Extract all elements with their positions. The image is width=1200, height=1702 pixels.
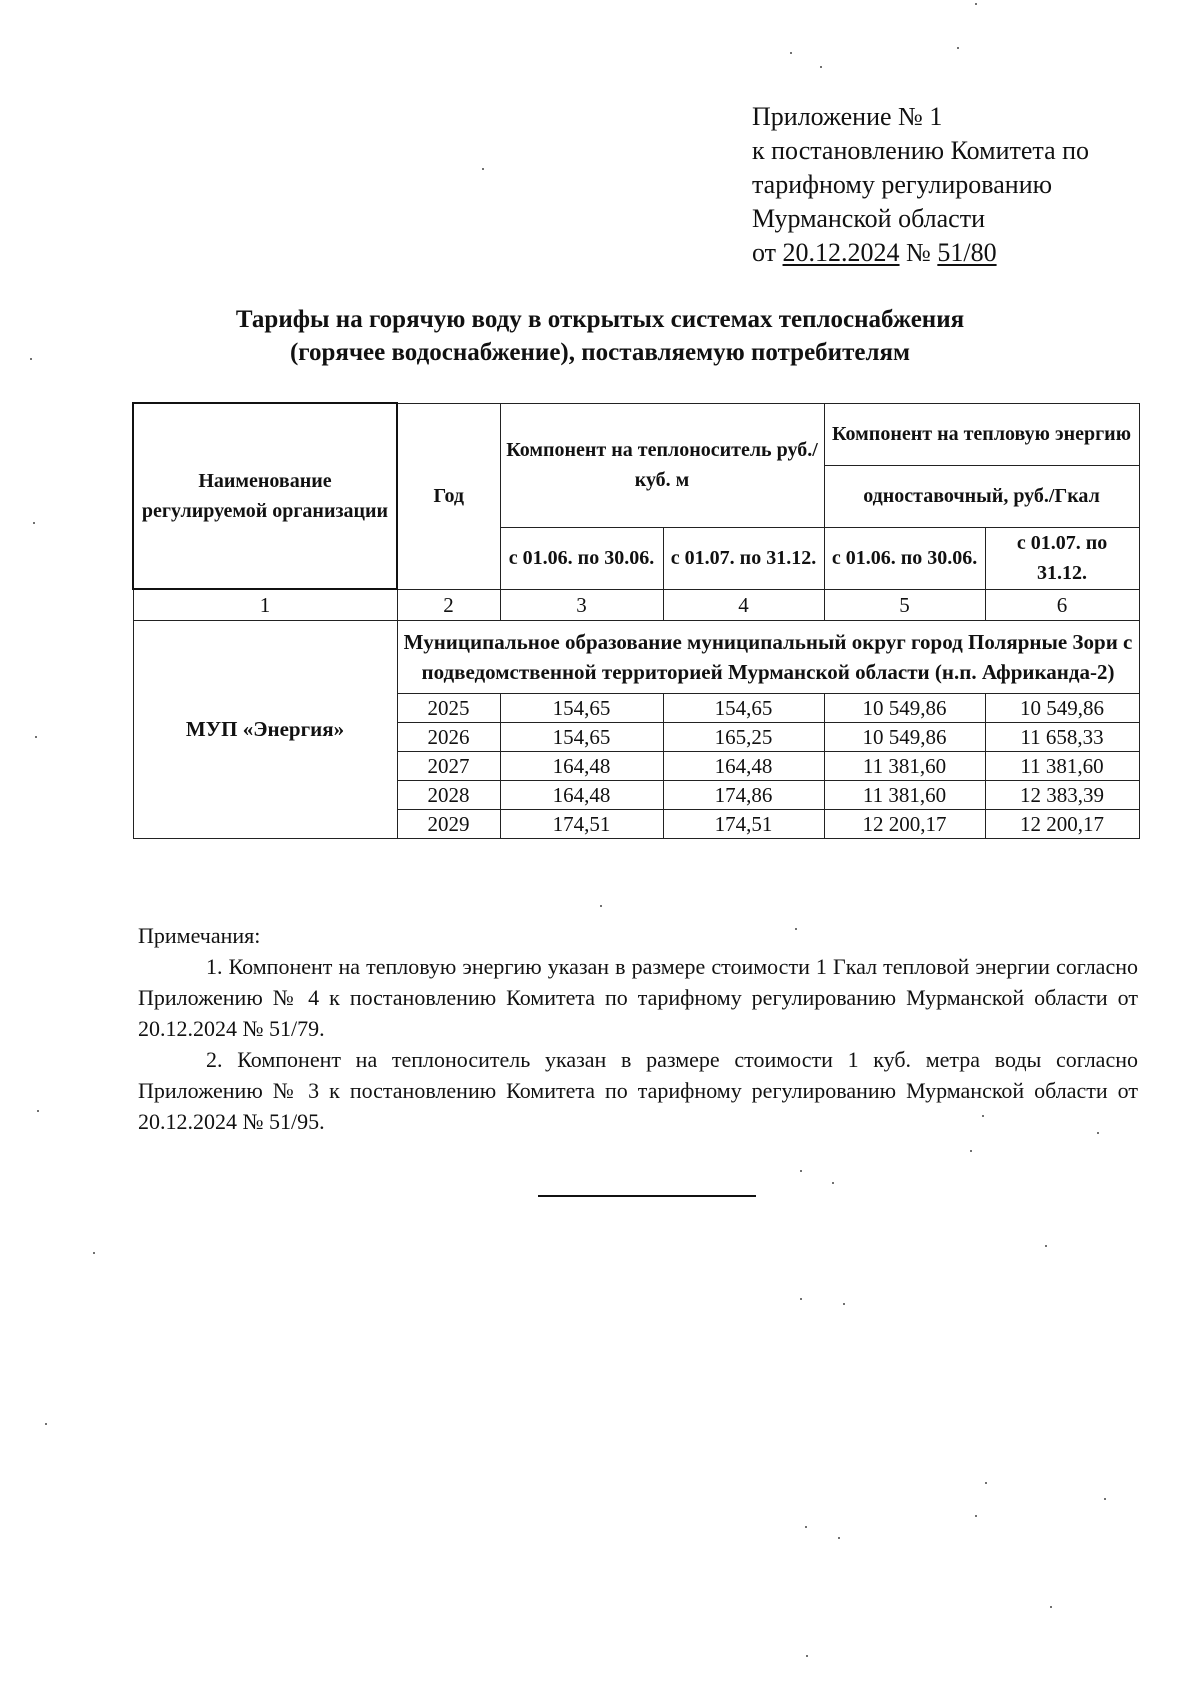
notes-heading: Примечания:: [138, 923, 261, 948]
heat-carrier-jul: 174,51: [663, 810, 824, 839]
header-period: с 01.06. по 30.06.: [824, 527, 985, 589]
scan-speck: [975, 1515, 977, 1517]
column-number: 4: [663, 589, 824, 621]
column-number: 6: [985, 589, 1139, 621]
scan-speck: [806, 1655, 808, 1657]
appendix-ref-line: тарифному регулированию: [752, 170, 1053, 199]
scan-speck: [93, 1252, 95, 1254]
scan-speck: [1104, 1498, 1106, 1500]
scan-speck: [982, 1115, 984, 1117]
scan-speck: [37, 1110, 39, 1112]
scan-speck: [45, 1423, 47, 1425]
notes-section: [138, 920, 1138, 1137]
heat-energy-jun: 10 549,86: [824, 723, 985, 752]
column-number: 1: [133, 589, 397, 621]
column-number: 2: [397, 589, 500, 621]
organization-name: МУП «Энергия»: [133, 621, 397, 839]
scan-speck: [800, 1170, 802, 1172]
heat-carrier-jul: 174,86: [663, 781, 824, 810]
column-number-row: [133, 589, 1139, 621]
decree-number: 51/80: [937, 238, 997, 267]
note-item: 2. Компонент на теплоноситель указан в размере стоимости 1 куб. метра воды согласно Приложению № 3 к постановлению Комитета по тарифному регулированию Мурманской области от 20.12.2024 № 51/95.: [138, 1047, 1138, 1134]
scan-speck: [970, 1150, 972, 1152]
end-separator-line: [538, 1195, 756, 1197]
header-period: с 01.07. по 31.12.: [985, 527, 1139, 589]
scan-speck: [832, 1182, 834, 1184]
heat-energy-jul: 10 549,86: [985, 694, 1139, 723]
year-cell: 2029: [397, 810, 500, 839]
number-prefix: №: [899, 238, 938, 267]
scan-speck: [975, 3, 977, 5]
column-number: 5: [824, 589, 985, 621]
heat-energy-jul: 11 381,60: [985, 752, 1139, 781]
scan-speck: [600, 905, 602, 907]
scan-speck: [1050, 1606, 1052, 1608]
header-organization: Наименование регулируемой организации: [133, 403, 397, 589]
year-cell: 2028: [397, 781, 500, 810]
header-heat-energy: Компонент на тепловую энергию: [824, 403, 1139, 465]
header-period: с 01.07. по 31.12.: [663, 527, 824, 589]
document-title: [150, 303, 1050, 369]
scan-speck: [838, 1537, 840, 1539]
scan-speck: [33, 522, 35, 524]
header-heat-carrier: Компонент на теплоноситель руб./куб. м: [500, 403, 824, 527]
scan-speck: [790, 52, 792, 54]
header-single-rate: одноставочный, руб./Гкал: [824, 465, 1139, 527]
scan-speck: [985, 1482, 987, 1484]
scan-speck: [800, 1298, 802, 1300]
appendix-ref-line: к постановлению Комитета по: [752, 136, 1090, 165]
appendix-header: [752, 100, 1089, 270]
heat-energy-jun: 10 549,86: [824, 694, 985, 723]
header-year: Год: [397, 403, 500, 589]
scan-speck: [482, 168, 484, 170]
decree-date: 20.12.2024: [782, 238, 900, 267]
scan-speck: [1045, 1245, 1047, 1247]
heat-energy-jul: 12 383,39: [985, 781, 1139, 810]
scan-speck: [843, 1303, 845, 1305]
heat-carrier-jun: 154,65: [500, 723, 663, 752]
year-cell: 2027: [397, 752, 500, 781]
scan-speck: [805, 1526, 807, 1528]
note-item: 1. Компонент на тепловую энергию указан в размере стоимости 1 Гкал тепловой энергии согласно Приложению № 4 к постановлению Комитета по тарифному регулированию Мурманской области от 20.12.2024 № 51/79.: [138, 954, 1138, 1041]
appendix-number: Приложение № 1: [752, 102, 943, 131]
heat-carrier-jun: 154,65: [500, 694, 663, 723]
heat-energy-jun: 12 200,17: [824, 810, 985, 839]
title-line: Тарифы на горячую воду в открытых системах теплоснабжения: [235, 306, 965, 333]
heat-carrier-jul: 165,25: [663, 723, 824, 752]
appendix-date-line: [752, 236, 1089, 270]
heat-energy-jun: 11 381,60: [824, 781, 985, 810]
heat-carrier-jun: 164,48: [500, 781, 663, 810]
scan-speck: [1097, 1132, 1099, 1134]
heat-energy-jul: 12 200,17: [985, 810, 1139, 839]
scan-speck: [795, 928, 797, 930]
scan-speck: [957, 47, 959, 49]
heat-carrier-jun: 164,48: [500, 752, 663, 781]
column-number: 3: [500, 589, 663, 621]
date-prefix: от: [752, 238, 783, 267]
tariffs-table: [132, 402, 1140, 839]
heat-energy-jul: 11 658,33: [985, 723, 1139, 752]
appendix-ref-line: Мурманской области: [752, 204, 985, 233]
municipality-name: Муниципальное образование муниципальный округ город Полярные Зори с подведомственной территорией Мурманской области (н.п. Африканда-2): [397, 621, 1139, 694]
heat-carrier-jul: 164,48: [663, 752, 824, 781]
header-period: с 01.06. по 30.06.: [500, 527, 663, 589]
heat-energy-jun: 11 381,60: [824, 752, 985, 781]
scan-speck: [30, 358, 32, 360]
title-line: (горячее водоснабжение), поставляемую потребителям: [289, 339, 911, 366]
year-cell: 2025: [397, 694, 500, 723]
heat-carrier-jul: 154,65: [663, 694, 824, 723]
scan-speck: [820, 66, 822, 68]
scan-speck: [35, 736, 37, 738]
heat-carrier-jun: 174,51: [500, 810, 663, 839]
year-cell: 2026: [397, 723, 500, 752]
